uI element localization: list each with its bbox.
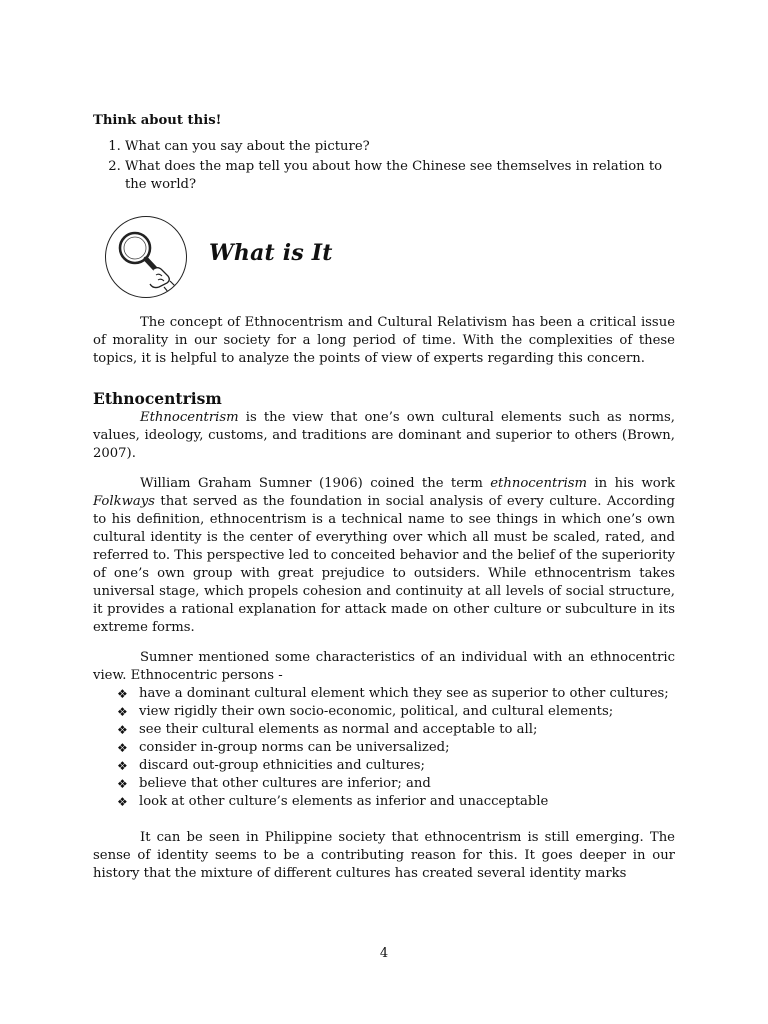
diamond-bullet-icon: ❖ bbox=[117, 723, 128, 737]
what-is-it-title: What is It bbox=[209, 240, 333, 266]
definition-text: is the view that one’s own cultural elements such as norms, values, ideology, customs, and traditions are dominant and superior to others (Brown, 2007). bbox=[93, 410, 675, 461]
sumner-term: ethnocentrism bbox=[490, 476, 588, 491]
philippine-paragraph: It can be seen in Philippine society that ethnocentrism is still emerging. The sense of identity seems to be a contributing reason for this. It goes deeper in our history that the mixture of different cultures has created several identity marks bbox=[93, 830, 675, 881]
question-list bbox=[93, 138, 675, 194]
sumner-text-b: in his work bbox=[587, 476, 675, 491]
diamond-bullet-icon: ❖ bbox=[117, 759, 128, 773]
list-item: ❖ see their cultural elements as normal and acceptable to all; bbox=[117, 722, 538, 737]
sumner-paragraph bbox=[93, 475, 675, 637]
list-item: ❖ consider in-group norms can be universalized; bbox=[117, 740, 450, 755]
diamond-bullet-icon: ❖ bbox=[117, 687, 128, 701]
list-item: ❖ have a dominant cultural element which they see as superior to other cultures; bbox=[117, 686, 669, 701]
page-number: 4 bbox=[379, 946, 389, 961]
definition-paragraph bbox=[93, 409, 675, 463]
question-item: 1. What can you say about the picture? bbox=[125, 138, 675, 156]
definition-term: Ethnocentrism bbox=[140, 410, 239, 425]
list-item: ❖ discard out-group ethnicities and cultures; bbox=[117, 758, 426, 773]
list-item: ❖ view rigidly their own socio-economic, political, and cultural elements; bbox=[117, 704, 614, 719]
what-is-it-banner bbox=[93, 216, 675, 312]
intro-paragraph: The concept of Ethnocentrism and Cultural Relativism has been a critical issue of morality in our society for a long period of time. With the complexities of these topics, it is helpful to analyze the points of view of experts regarding this concern. bbox=[93, 315, 675, 366]
diamond-bullet-icon: ❖ bbox=[117, 795, 128, 809]
list-item: ❖ believe that other cultures are inferior; and bbox=[117, 776, 431, 791]
think-heading: Think about this! bbox=[93, 113, 222, 128]
sumner-work-title: Folkways bbox=[93, 494, 155, 509]
sumner-text-c: that served as the foundation in social analysis of every culture. According to his definition, ethnocentrism is a technical name to see things in which one’s own cultural identity is the center of everything over which all must be scaled, rated, and referred to. This perspective led to conceited behavior and the belief of the superiority of one’s own group with great prejudice to outsiders. While ethnocentrism takes universal stage, which propels cohesion and continuity at all levels of social structure, it provides a rational explanation for attack made on other culture or subculture in its extreme forms. bbox=[93, 494, 675, 635]
characteristics-list bbox=[93, 685, 675, 811]
question-item: 2. What does the map tell you about how the Chinese see themselves in relation to the world? bbox=[125, 158, 675, 194]
characteristics-intro: Sumner mentioned some characteristics of an individual with an ethnocentric view. Ethnocentric persons - bbox=[93, 650, 675, 683]
list-item: ❖ look at other culture’s elements as inferior and unacceptable bbox=[117, 794, 549, 809]
diamond-bullet-icon: ❖ bbox=[117, 705, 128, 719]
document-page bbox=[93, 112, 675, 883]
sumner-text-a: William Graham Sumner (1906) coined the term bbox=[140, 476, 491, 491]
diamond-bullet-icon: ❖ bbox=[117, 777, 128, 791]
ethnocentrism-heading: Ethnocentrism bbox=[93, 389, 222, 408]
magnifying-glass-hand-icon bbox=[105, 216, 187, 298]
diamond-bullet-icon: ❖ bbox=[117, 741, 128, 755]
